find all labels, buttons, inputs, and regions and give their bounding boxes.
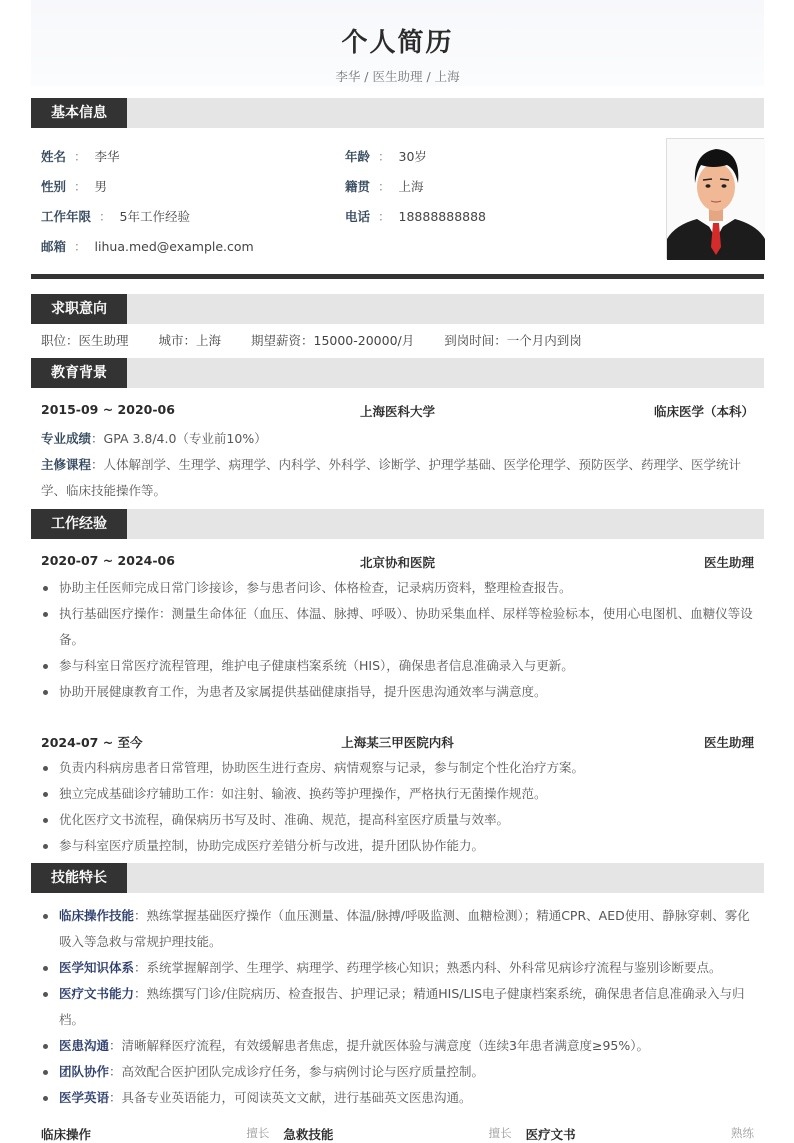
basic-info [31, 128, 764, 274]
intent-city: 城市：上海 [158, 333, 222, 348]
field-phone: 电话 ： 18888888888 [345, 209, 487, 224]
list-item: 负责内科病房患者日常管理，协助医生进行查房、病情观察与记录，参与制定个性化治疗方案。 [41, 755, 754, 781]
edu-major: 临床医学（本科） [653, 404, 754, 419]
work-role: 医生助理 [703, 735, 754, 750]
skill-item: 临床操作技能：熟练掌握基础医疗操作（血压测量、体温/脉搏/呼吸监测、血糖检测）；精通CPR、AED使用、静脉穿刺、雾化吸入等急救与常规护理技能。 [41, 903, 754, 955]
field-label: 邮箱 [41, 239, 67, 254]
intent-salary: 期望薪资：15000-20000/月 [251, 333, 415, 348]
work-role: 医生助理 [703, 555, 754, 570]
field-years: 工作年限 ： 5年工作经验 [41, 209, 190, 224]
field-value: 30岁 [398, 149, 427, 164]
section-title: 基本信息 [31, 98, 127, 128]
work-period: 2020-07 ~ 2024-06 [41, 553, 175, 568]
resume-page [31, 0, 764, 1143]
work-2-duties [31, 755, 764, 859]
skill-level-item: 临床操作 擅长 [41, 1126, 270, 1142]
profile-photo [666, 138, 764, 259]
skill-item: 医学英语：具备专业英语能力，可阅读英文文献，进行基础英文医患沟通。 [41, 1085, 754, 1111]
section-title: 求职意向 [31, 294, 127, 324]
field-label: 性别 [41, 179, 67, 194]
work-org: 上海某三甲医院内科 [341, 735, 454, 750]
skills-list [31, 903, 764, 1111]
section-header-intent [31, 294, 764, 324]
education-entry [31, 402, 764, 420]
skill-level-item: 急救技能 擅长 [283, 1126, 512, 1142]
edu-courses: 主修课程：人体解剖学、生理学、病理学、内科学、外科学、诊断学、护理学基础、医学伦理学、预防医学、药理学、医学统计学、临床技能操作等。 [41, 457, 742, 498]
work-entry-2 [31, 733, 764, 751]
field-hometown: 籍贯 ： 上海 [345, 179, 424, 194]
work-org: 北京协和医院 [359, 555, 435, 570]
field-value: 李华 [94, 149, 120, 164]
field-label: 工作年限 [41, 209, 92, 224]
skill-level-item: 医疗文书 熟练 [525, 1126, 754, 1142]
intent-start: 到岗时间：一个月内到岗 [444, 333, 582, 348]
field-value: 上海 [398, 179, 424, 194]
section-header-basic [31, 98, 764, 128]
list-item: 执行基础医疗操作：测量生命体征（血压、体温、脉搏、呼吸）、协助采集血样、尿样等检验标本，使用心电图机、血糖仪等设备。 [41, 601, 754, 653]
skill-item: 医疗文书能力：熟练撰写门诊/住院病历、检查报告、护理记录；精通HIS/LIS电子健康档案系统，确保患者信息准确录入与归档。 [41, 981, 754, 1033]
avatar-illustration [667, 139, 765, 260]
edu-period: 2015-09 ~ 2020-06 [41, 402, 175, 417]
job-intent [31, 324, 764, 358]
field-label: 电话 [345, 209, 371, 224]
list-item: 参与科室医疗质量控制，协助完成医疗差错分析与改进，提升团队协作能力。 [41, 833, 754, 859]
skill-levels [31, 1125, 764, 1143]
field-label: 姓名 [41, 149, 67, 164]
field-value: 5年工作经验 [119, 209, 190, 224]
section-header-education [31, 358, 764, 388]
field-age: 年龄 ： 30岁 [345, 149, 427, 164]
section-header-skills [31, 863, 764, 893]
field-value: lihua.med@example.com [94, 239, 254, 254]
list-item: 参与科室日常医疗流程管理，维护电子健康档案系统（HIS），确保患者信息准确录入与更新。 [41, 653, 754, 679]
section-title: 工作经验 [31, 509, 127, 539]
page-subtitle: 李华 / 医生助理 / 上海 [335, 69, 460, 84]
skill-item: 医患沟通：清晰解释医疗流程，有效缓解患者焦虑，提升就医体验与满意度（连续3年患者满意度≥95%）。 [41, 1033, 754, 1059]
list-item: 协助主任医师完成日常门诊接诊，参与患者问诊、体格检查，记录病历资料，整理检查报告。 [41, 575, 754, 601]
list-item: 协助开展健康教育工作，为患者及家属提供基础健康指导，提升医患沟通效率与满意度。 [41, 679, 754, 705]
field-label: 年龄 [345, 149, 371, 164]
field-email: 邮箱 ： lihua.med@example.com [41, 239, 254, 254]
intent-position: 职位：医生助理 [41, 333, 129, 348]
skill-item: 医学知识体系：系统掌握解剖学、生理学、病理学、药理学核心知识；熟悉内科、外科常见病诊疗流程与鉴别诊断要点。 [41, 955, 754, 981]
work-period: 2024-07 ~ 至今 [41, 735, 143, 750]
field-name: 姓名 ： 李华 [41, 149, 120, 164]
work-1-duties [31, 575, 764, 705]
list-item: 独立完成基础诊疗辅助工作：如注射、输液、换药等护理操作，严格执行无菌操作规范。 [41, 781, 754, 807]
section-title: 技能特长 [31, 863, 127, 893]
edu-gpa: 专业成绩：GPA 3.8/4.0（专业前10%） [41, 431, 267, 446]
edu-school: 上海医科大学 [359, 404, 435, 419]
field-gender: 性别 ： 男 [41, 179, 108, 194]
work-entry-1 [31, 553, 764, 571]
resume-header [31, 0, 764, 86]
field-value: 18888888888 [398, 209, 487, 224]
field-label: 籍贯 [345, 179, 371, 194]
skill-item: 团队协作：高效配合医护团队完成诊疗任务，参与病例讨论与医疗质量控制。 [41, 1059, 754, 1085]
section-header-work [31, 509, 764, 539]
list-item: 优化医疗文书流程，确保病历书写及时、准确、规范，提高科室医疗质量与效率。 [41, 807, 754, 833]
page-title: 个人简历 [341, 28, 454, 58]
field-value: 男 [94, 179, 108, 194]
section-title: 教育背景 [31, 358, 127, 388]
